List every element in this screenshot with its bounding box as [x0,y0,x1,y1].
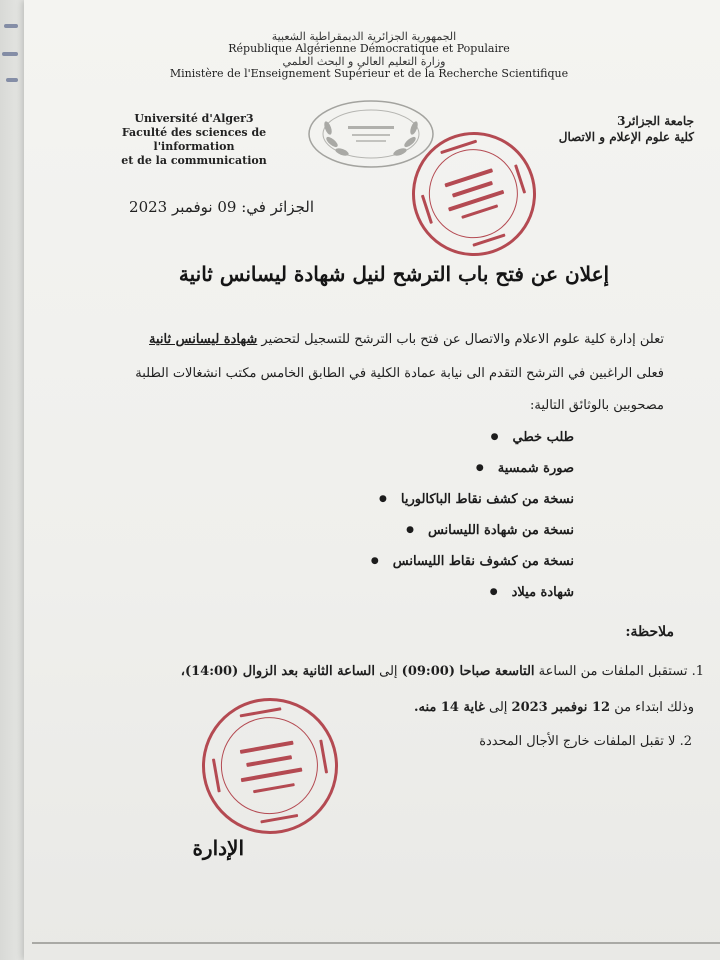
document-page [24,0,720,960]
header-republic-fr: République Algérienne Démocratique et Populaire [228,42,510,55]
note-1-line-2 [274,700,694,715]
issue-date: الجزائر في: 09 نوفمبر 2023 [129,198,314,216]
required-documents-list [324,430,574,616]
list-item: نسخة من شهادة الليسانس ● [324,523,574,554]
pen-mark [4,24,18,28]
page-edge-line [32,942,720,944]
list-item: طلب خطي ● [324,430,574,461]
pen-mark [6,78,18,82]
body-line-1-prefix: تعلن إدارة كلية علوم الاعلام والاتصال عن فتح باب الترشح للتسجيل لتحضير [261,332,664,347]
header-republic-ar: الجمهورية الجزائرية الديمقراطية الشعبية [271,30,457,43]
note-1-end-time: الساعة الثانية بعد الزوال (14:00)، [180,664,375,679]
faculty-name-fr-2: et de la communication [121,154,267,167]
university-block-fr [94,112,294,168]
list-item: نسخة من كشف نقاط الباكالوريا ● [324,492,574,523]
body-line-3: مصحوبين بالوثائق التالية: [529,398,664,413]
body-line-2: فعلى الراغبين في الترشح التقدم الى نيابة عمادة الكلية في الطابق الخامس مكتب انشغالات الطلبة [135,366,664,381]
degree-name: شهادة ليسانس ثانية [149,332,258,347]
pen-mark [2,52,18,56]
note-1-start-time: التاسعة صباحا (09:00) [401,664,535,679]
university-block-ar [504,113,694,145]
note-1-text-a: تستقبل الملفات من الساعة [538,664,688,679]
body-line-1 [84,332,664,347]
note-1-start-date: 12 نوفمبر 2023 [511,700,611,715]
note-1-end-date: غاية 14 منه. [413,700,485,715]
official-stamp-bottom [191,687,349,845]
note-2-number: 2. [679,734,692,749]
note-1-line-1 [124,664,704,679]
administration-signature: الإدارة [192,836,244,860]
faculty-name-ar: كلية علوم الإعلام و الاتصال [558,130,694,144]
faculty-name-fr-1: Faculté des sciences de l'information [121,126,267,153]
note-1-text-b: إلى [379,664,398,679]
note-1-line2-b: إلى [488,700,508,715]
university-name-ar: جامعة الجزائر3 [617,114,694,128]
notes-title: ملاحظة: [625,624,674,640]
announcement-title: إعلان عن فتح باب الترشح لنيل شهادة ليسانس ثانية [178,262,610,286]
list-item: شهادة ميلاد ● [324,585,574,616]
note-2-text: لا تقبل الملفات خارج الأجال المحددة [479,734,676,749]
university-name-fr: Université d'Alger3 [134,112,254,125]
header-ministry-ar: وزارة التعليم العالي و البحث العلمي [282,55,446,68]
stamp-lettering-icon [195,691,346,842]
note-1-number: 1. [691,664,704,679]
note-2 [384,734,692,749]
list-item: نسخة من كشوف نقاط الليسانس ● [324,554,574,585]
header-ministry-fr: Ministère de l'Enseignement Supérieur et de la Recherche Scientifique [169,67,569,80]
list-item: صورة شمسية ● [324,461,574,492]
note-1-line2-a: وذلك ابتداء من [614,700,694,715]
